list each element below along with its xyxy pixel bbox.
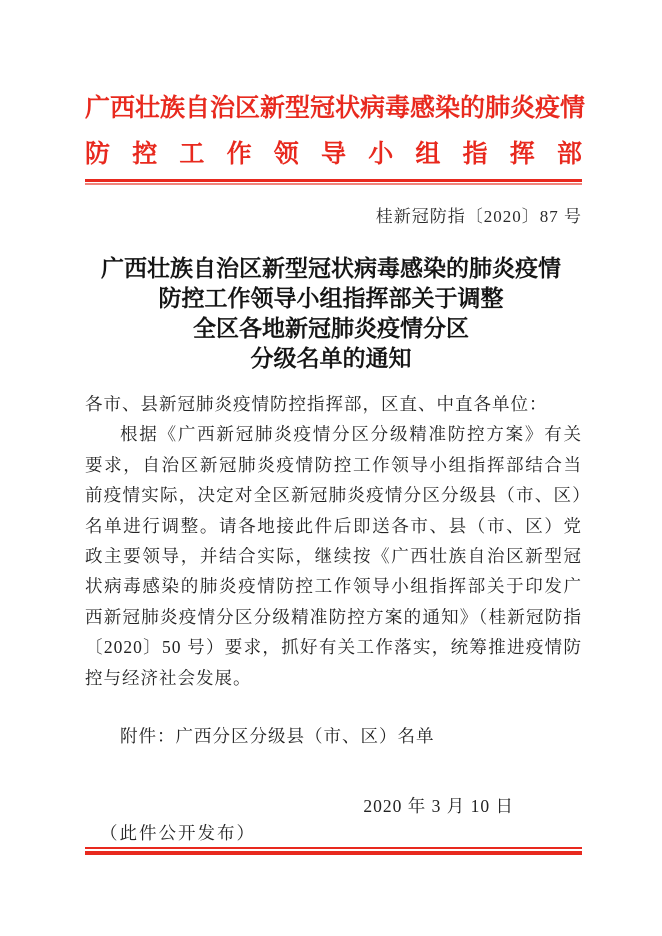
public-release-note: （此件公开发布） (100, 823, 256, 843)
salutation-line: 各市、县新冠肺炎疫情防控指挥部，区直、中直各单位： (85, 394, 548, 414)
title-line-4: 分级名单的通知 (250, 346, 412, 371)
title-line-2: 防控工作领导小组指挥部关于调整 (158, 286, 504, 311)
document-title (40, 254, 622, 374)
attachment-line: 附件：广西分区分级县（市、区）名单 (120, 726, 435, 747)
body-paragraph: 根据《广西新冠肺炎疫情分区分级精准防控方案》有关要求，自治区新冠肺炎疫情防控工作领导小组指挥部结合当前疫情实际，决定对全区新冠肺炎疫情分区分级县（市、区）名单进行调整。请各地接此件后即送各市、县（市、区）党政主要领导，并结合实际，继续按《广西壮族自治区新型冠状病毒感染的肺炎疫情防控工作领导小组指挥部关于印发广西新冠肺炎疫情分区分级精准防控方案的通知》（桂新冠防指〔2020〕50 号）要求，抓好有关工作落实，统筹推进疫情防控与经济社会发展。 (85, 424, 582, 688)
letterhead (85, 86, 586, 178)
footer-separator-rule (85, 847, 582, 855)
footer-rule-thick (85, 851, 582, 855)
title-line-3: 全区各地新冠肺炎疫情分区 (193, 316, 469, 341)
title-line-1: 广西壮族自治区新型冠状病毒感染的肺炎疫情 (101, 256, 561, 281)
issue-date: 2020 年 3 月 10 日 (363, 796, 514, 816)
letterhead-line1: 广西壮族自治区新型冠状病毒感染的肺炎疫情 (85, 95, 586, 122)
document-number: 桂新冠防指〔2020〕87 号 (375, 207, 582, 226)
header-separator-rule (85, 179, 582, 185)
document-body (85, 389, 582, 751)
header-rule-thin (85, 183, 582, 185)
letterhead-line2: 防控工作领导小组指挥部 (85, 141, 582, 168)
